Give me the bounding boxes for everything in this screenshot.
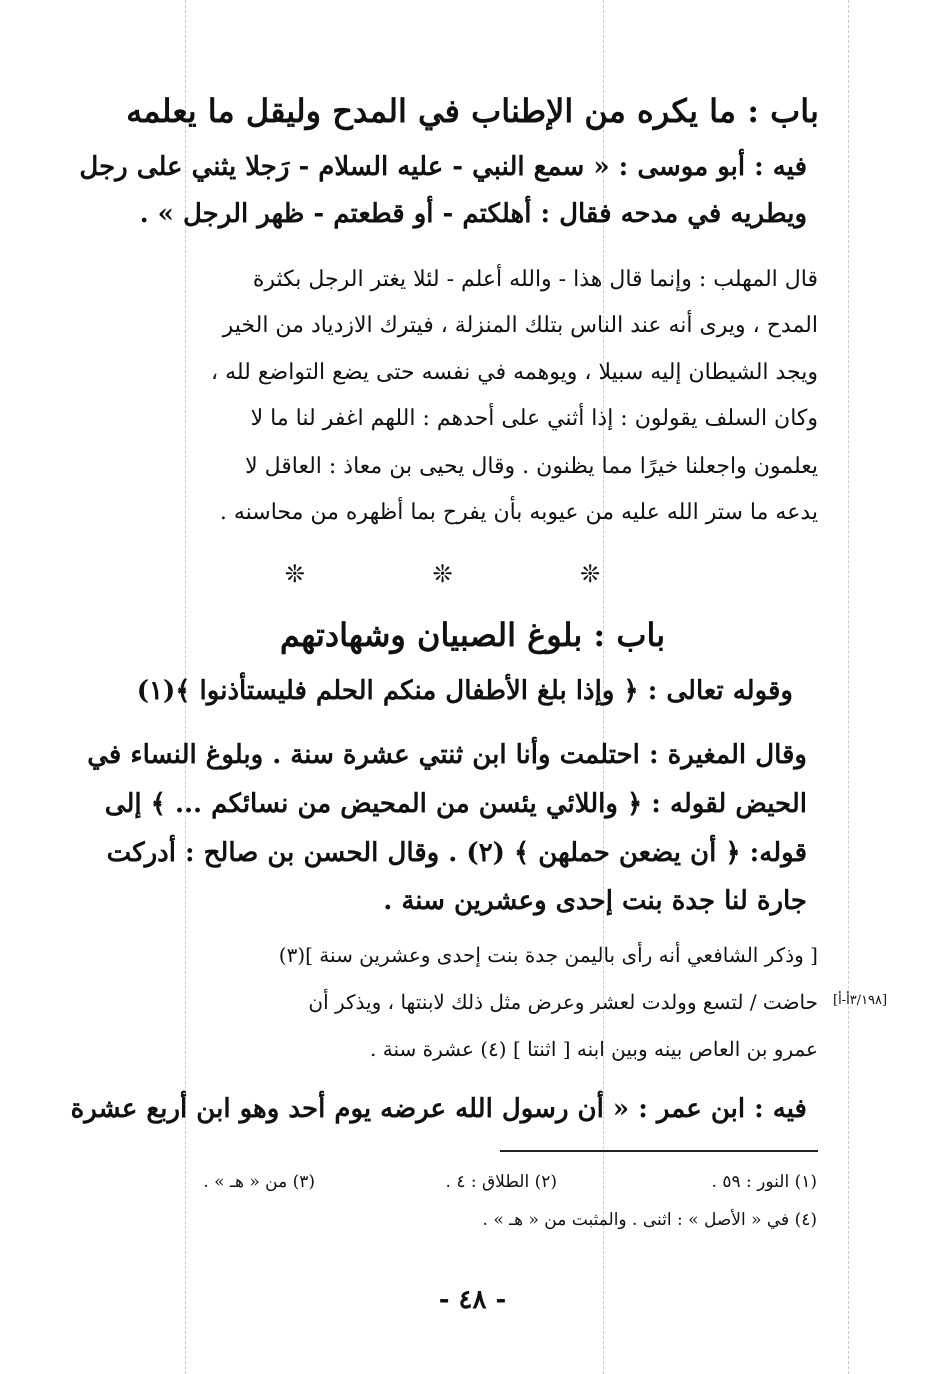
commentary-line: يدعه ما ستر الله عليه من عيوبه بأن يفرح بما أظهره من محاسنه .	[219, 500, 818, 525]
commentary-line: قال المهلب : وإنما قال هذا - والله أعلم - لئلا يغتر الرجل بكثرة	[252, 267, 818, 292]
mughira-line: الحيض لقوله : ﴿ واللائي يئسن من المحيض من نسائكم ... ﴾ إلى	[104, 789, 807, 819]
footnote-2: (٢) الطلاق : ٤ .	[445, 1172, 557, 1192]
hadith-line: فيه : أبو موسى : « سمع النبي - عليه السلام - رَجلا يثني على رجل	[79, 152, 807, 182]
scan-guide-line	[848, 0, 849, 1374]
commentary-line: المدح ، ويرى أنه عند الناس بتلك المنزلة ، فيترك الازدياد من الخير	[222, 313, 818, 338]
manuscript-folio-note: [٣/١٩٨أ-أ]	[833, 993, 888, 1008]
mughira-line: وقال المغيرة : احتلمت وأنا ابن ثنتي عشرة سنة . وبلوغ النساء في	[87, 740, 807, 770]
commentary-line: وكان السلف يقولون : إذا أثني على أحدهم : اللهم اغفر لنا ما لا	[250, 406, 818, 431]
chapter-title-praise: باب : ما يكره من الإطناب في المدح وليقل ما يعلمه	[126, 92, 819, 130]
commentary-line: ويجد الشيطان إليه سبيلا ، ويوهمه في نفسه حتى يضع التواضع لله ،	[210, 360, 818, 385]
hadith-line: ويطريه في مدحه فقال : أهلكتم - أو قطعتم - ظهر الرجل » .	[139, 199, 807, 229]
ibn-umar-line: فيه : ابن عمر : « أن رسول الله عرضه يوم أحد وهو ابن أربع عشرة	[70, 1094, 807, 1124]
chapter-title-puberty: باب : بلوغ الصبيان وشهادتهم	[279, 616, 666, 654]
footnote-3: (٣) من « هـ » .	[203, 1172, 315, 1192]
section-separator: ❊ ❊ ❊	[284, 560, 661, 588]
footnote-4: (٤) في « الأصل » : اثنى . والمثبت من « هـ » .	[482, 1210, 817, 1230]
page-number: - ٤٨ -	[438, 1285, 507, 1315]
mughira-line: قوله: ﴿ أن يضعن حملهن ﴾ (٢) . وقال الحسن بن صالح : أدركت	[106, 838, 807, 868]
quran-verse-line: وقوله تعالى : ﴿ وإذا بلغ الأطفال منكم الحلم فليستأذنوا ﴾(١)	[136, 676, 793, 706]
commentary-line: يعلمون واجعلنا خيرًا مما يظنون . وقال يحيى بن معاذ : العاقل لا	[245, 454, 818, 479]
footnote-rule	[500, 1150, 818, 1152]
shafii-line: حاضت / لتسع وولدت لعشر وعرض مثل ذلك لابنتها ، ويذكر أن	[308, 990, 818, 1014]
shafii-line: [ وذكر الشافعي أنه رأى باليمن جدة بنت إحدى وعشرين سنة ](٣)	[278, 943, 818, 967]
footnote-1: (١) النور : ٥٩ .	[711, 1172, 817, 1192]
shafii-line: عمرو بن العاص بينه وبين ابنه [ اثنتا ] (٤) عشرة سنة .	[370, 1037, 818, 1061]
mughira-line: جارة لنا جدة بنت إحدى وعشرين سنة .	[383, 886, 807, 916]
